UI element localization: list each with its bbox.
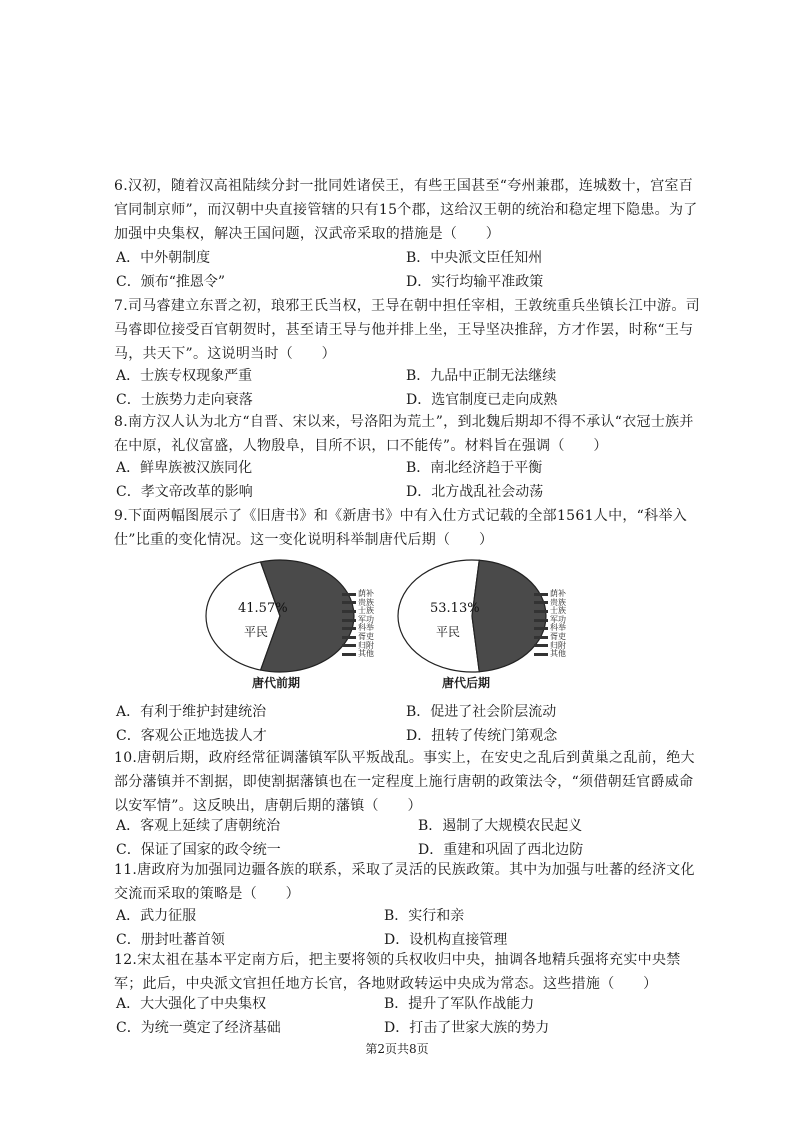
legend-swatch xyxy=(342,627,356,630)
q6-option-c[interactable]: C．颁布“推恩令” xyxy=(116,274,226,290)
q9-option-d[interactable]: D．扭转了传统门第观念 xyxy=(406,728,558,744)
q8-option-b[interactable]: B．南北经济趋于平衡 xyxy=(406,460,543,476)
q8-option-c[interactable]: C．孝文帝改革的影响 xyxy=(116,484,253,500)
legend-label: 士族 xyxy=(358,606,374,616)
question-11-stem: 11.唐政府为加强同边疆各族的联系，采取了灵活的民族政策。其中为加强与吐蕃的经济文化交流而采取的策略是（ ） xyxy=(114,862,695,902)
legend-entry xyxy=(342,650,374,659)
legend-swatch xyxy=(342,619,356,622)
legend-swatch xyxy=(534,653,548,656)
question-9-options-row-1 xyxy=(116,700,696,724)
q11-option-c[interactable]: C．册封吐蕃首领 xyxy=(116,932,225,948)
legend-label: 军功 xyxy=(550,614,566,624)
q12-option-c[interactable]: C．为统一奠定了经济基础 xyxy=(116,1020,281,1036)
legend-swatch xyxy=(534,636,548,639)
q9-option-c[interactable]: C．客观公正地选拔人才 xyxy=(116,728,267,744)
legend-swatch xyxy=(534,644,548,647)
legend-swatch xyxy=(342,636,356,639)
legend-label: 荫补 xyxy=(550,589,566,598)
question-11-options-row-1 xyxy=(116,904,696,928)
legend-label: 贵族 xyxy=(550,597,566,607)
legend-label: 贵族 xyxy=(358,597,374,607)
question-9-stem: 9.下面两幅图展示了《旧唐书》和《新唐书》中有入仕方式记载的全部1561人中，“科举入仕”比重的变化情况。这一变化说明科举制唐代后期（ ） xyxy=(114,508,688,548)
pie-label-category: 平民 xyxy=(244,625,269,639)
legend-label: 士族 xyxy=(550,606,566,616)
q12-option-a[interactable]: A．大大强化了中央集权 xyxy=(116,996,267,1012)
legend-entry xyxy=(534,650,566,659)
question-7-options-row-2 xyxy=(116,388,696,412)
q7-option-a[interactable]: A．士族专权现象严重 xyxy=(116,368,253,384)
legend-late-tang xyxy=(534,590,566,659)
q7-option-c[interactable]: C．士族势力走向衰落 xyxy=(116,392,253,408)
question-12-stem: 12.宋太祖在基本平定南方后，把主要将领的兵权收归中央，抽调各地精兵强将充实中央禁军；此后，中央派文官担任地方长官，各地财政转运中央成为常态。这些措施（ ） xyxy=(114,952,681,992)
legend-swatch xyxy=(342,644,356,647)
pie-label-value: 41.57% xyxy=(238,601,288,616)
legend-label: 胥吏 xyxy=(550,631,566,641)
pie-title-early-tang: 唐代前期 xyxy=(252,676,301,690)
q6-option-b[interactable]: B．中央派文臣任知州 xyxy=(406,250,543,266)
legend-swatch xyxy=(534,627,548,630)
question-8-stem: 8.南方汉人认为北方“自晋、宋以来，号洛阳为荒土”，到北魏后期却不得不承认“衣冠士族并在中原，礼仪富盛，人物殷阜，目所不识，口不能传”。材料旨在强调（ ） xyxy=(114,414,694,454)
question-6-options-row-1 xyxy=(116,246,696,270)
legend-swatch xyxy=(534,619,548,622)
legend-label: 归附 xyxy=(550,640,566,650)
q9-option-a[interactable]: A．有利于维护封建统治 xyxy=(116,704,267,720)
legend-label: 荫补 xyxy=(358,589,374,598)
question-10-stem: 10.唐朝后期，政府经常征调藩镇军队平叛战乱。事实上，在安史之乱后到黄巢之乱前，绝大部分藩镇并不割据，即使割据藩镇也在一定程度上施行唐朝的政策法令，“须借朝廷官爵威命以安军情”。这反映出，唐朝后期的藩镇（ ） xyxy=(114,750,695,814)
legend-swatch xyxy=(534,601,548,604)
q9-option-b[interactable]: B．促进了社会阶层流动 xyxy=(406,704,557,720)
legend-swatch xyxy=(534,610,548,613)
legend-early-tang xyxy=(342,590,374,659)
pie-slice-平民 xyxy=(398,560,479,672)
pie-chart-late-tang xyxy=(392,556,552,676)
legend-label: 归附 xyxy=(358,640,374,650)
q7-option-b[interactable]: B．九品中正制无法继续 xyxy=(406,368,557,384)
question-12-options-row-1 xyxy=(116,992,696,1016)
legend-swatch xyxy=(342,610,356,613)
legend-label: 其他 xyxy=(358,649,374,659)
question-12-options-row-2 xyxy=(116,1016,696,1040)
question-7-stem: 7.司马睿建立东晋之初，琅邪王氏当权，王导在朝中担任宰相，王敦统重兵坐镇长江中游。司马睿即位接受百官朝贺时，甚至请王导与他并排上坐，王导坚决推辞，方才作罢，时称“王与马，共天下”。这说明当时（ ） xyxy=(114,298,700,362)
pie-title-late-tang: 唐代后期 xyxy=(442,676,491,690)
legend-label: 科举 xyxy=(358,623,374,633)
page-footer: 第2页共8页 xyxy=(365,1042,429,1056)
question-7-options-row-1 xyxy=(116,364,696,388)
question-8-options-row-2 xyxy=(116,480,696,504)
q11-option-a[interactable]: A．武力征服 xyxy=(116,908,197,924)
question-6-options-row-2 xyxy=(116,270,696,294)
question-10-options-row-1 xyxy=(116,814,696,838)
legend-label: 军功 xyxy=(358,614,374,624)
legend-label: 科举 xyxy=(550,623,566,633)
q10-option-b[interactable]: B．遏制了大规模农民起义 xyxy=(418,818,583,834)
question-6-stem: 6.汉初，随着汉高祖陆续分封一批同姓诸侯王，有些王国甚至“夸州兼郡，连城数十，宫室百官同制京师”，而汉朝中央直接管辖的只有15个郡，这给汉王朝的统治和稳定埋下隐患。为了加强中央集权，解决王国问题，汉武帝采取的措施是（ ） xyxy=(114,178,698,242)
pie-label-category: 平民 xyxy=(436,625,461,639)
q10-option-a[interactable]: A．客观上延续了唐朝统治 xyxy=(116,818,281,834)
legend-swatch xyxy=(534,593,548,596)
q6-option-d[interactable]: D．实行均输平准政策 xyxy=(406,274,544,290)
q8-option-a[interactable]: A．鲜卑族被汉族同化 xyxy=(116,460,253,476)
q8-option-d[interactable]: D．北方战乱社会动荡 xyxy=(406,484,544,500)
legend-label: 胥吏 xyxy=(358,631,374,641)
legend-swatch xyxy=(342,593,356,596)
legend-label: 其他 xyxy=(550,649,566,659)
q11-option-d[interactable]: D．设机构直接管理 xyxy=(384,932,508,948)
q10-option-c[interactable]: C．保证了国家的政令统一 xyxy=(116,842,281,858)
q10-option-d[interactable]: D．重建和巩固了西北边防 xyxy=(418,842,584,858)
q6-option-a[interactable]: A．中外朝制度 xyxy=(116,250,211,266)
q12-option-b[interactable]: B．提升了军队作战能力 xyxy=(384,996,535,1012)
question-9-options-row-2 xyxy=(116,724,696,748)
pie-chart-early-tang xyxy=(200,556,360,676)
q7-option-d[interactable]: D．选官制度已走向成熟 xyxy=(406,392,558,408)
pie-label-value: 53.13% xyxy=(430,601,480,616)
question-8-options-row-1 xyxy=(116,456,696,480)
legend-swatch xyxy=(342,601,356,604)
q12-option-d[interactable]: D．打击了世家大族的势力 xyxy=(384,1020,550,1036)
q11-option-b[interactable]: B．实行和亲 xyxy=(384,908,465,924)
legend-swatch xyxy=(342,653,356,656)
